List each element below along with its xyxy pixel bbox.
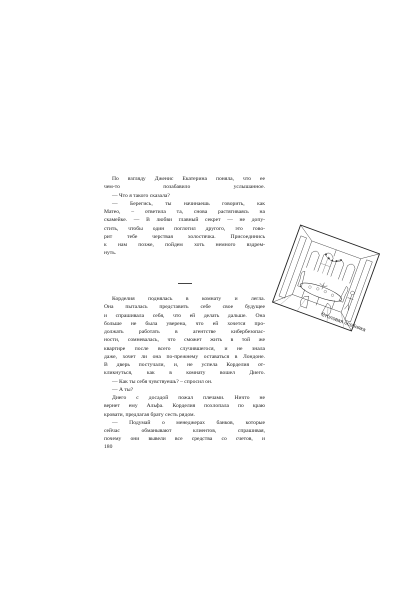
text-line: ности, сомневалась, что сможет жить в той же bbox=[104, 337, 265, 344]
text-block-lower bbox=[104, 295, 265, 444]
text-line: и спрашивала себя, что ей делать дальше. Она bbox=[104, 312, 265, 319]
text-line: скамейке. — В любви главный секрет — не допу- bbox=[104, 217, 265, 224]
text-line: — Что я такого сказала? bbox=[112, 192, 170, 199]
text-line: В дверь постучали, и, не успела Корделия от- bbox=[104, 362, 265, 368]
text-line: — Как ты себя чувствуешь? – спросил он. bbox=[112, 378, 213, 385]
text-line: должать работать в агентстве кибербезопас- bbox=[104, 329, 265, 335]
section-divider bbox=[178, 283, 192, 284]
text-line: рит тебе черствая холостячка. Присоединись bbox=[104, 233, 265, 240]
dining-room-illustration bbox=[270, 213, 382, 343]
illustration-caption: Столовая особняка bbox=[320, 311, 367, 334]
text-line: чем-то позабавило услышанное. bbox=[104, 184, 265, 191]
page-number: 180 bbox=[104, 444, 113, 450]
text-line: вернет ему Альфа. Корделия похлопала по краю bbox=[104, 403, 265, 410]
text-block-upper bbox=[104, 175, 265, 258]
text-line: — Берегись, ты начинаешь говорить, как bbox=[112, 200, 265, 207]
illustration-frame bbox=[273, 225, 382, 335]
text-line: даже, хочет ли она по-прежнему оставаться в Лондоне. bbox=[104, 353, 265, 360]
text-line: стить, чтобы один поглотил другого, это гово- bbox=[104, 225, 265, 232]
text-line: — А ты? bbox=[112, 386, 134, 393]
text-line: квартире после всего случившегося, и не знала bbox=[104, 345, 265, 352]
text-line: почему они вывели все средства со счетов, и bbox=[104, 436, 265, 443]
text-line: к нам позже, пойдем хоть немного вздрем- bbox=[104, 242, 265, 248]
text-line: — Подумай о менеджерах банков, которые bbox=[112, 419, 265, 426]
text-line: По взгляду Дженис Екатерина поняла, что ее bbox=[112, 176, 265, 182]
text-line: сейчас обманывают клиентов, спрашивая, bbox=[104, 428, 265, 434]
text-line: больше не была уверена, что ей хочется про- bbox=[104, 320, 265, 327]
text-line: нуть. bbox=[104, 250, 117, 257]
text-line: кликнуться, как в комнату вошел Диего. bbox=[104, 370, 265, 377]
text-line: Матео, – ответила та, снова растягиваясь на bbox=[104, 209, 265, 215]
text-line: кровати, предлагая брату сесть рядом. bbox=[104, 411, 195, 418]
text-line: Корделия поднялась в комнату и легла. bbox=[112, 296, 265, 302]
text-line: Диего с досадой пожал плечами. Ничто не bbox=[112, 395, 265, 401]
text-line: Она пыталась представить себе свое будущее bbox=[104, 304, 265, 311]
